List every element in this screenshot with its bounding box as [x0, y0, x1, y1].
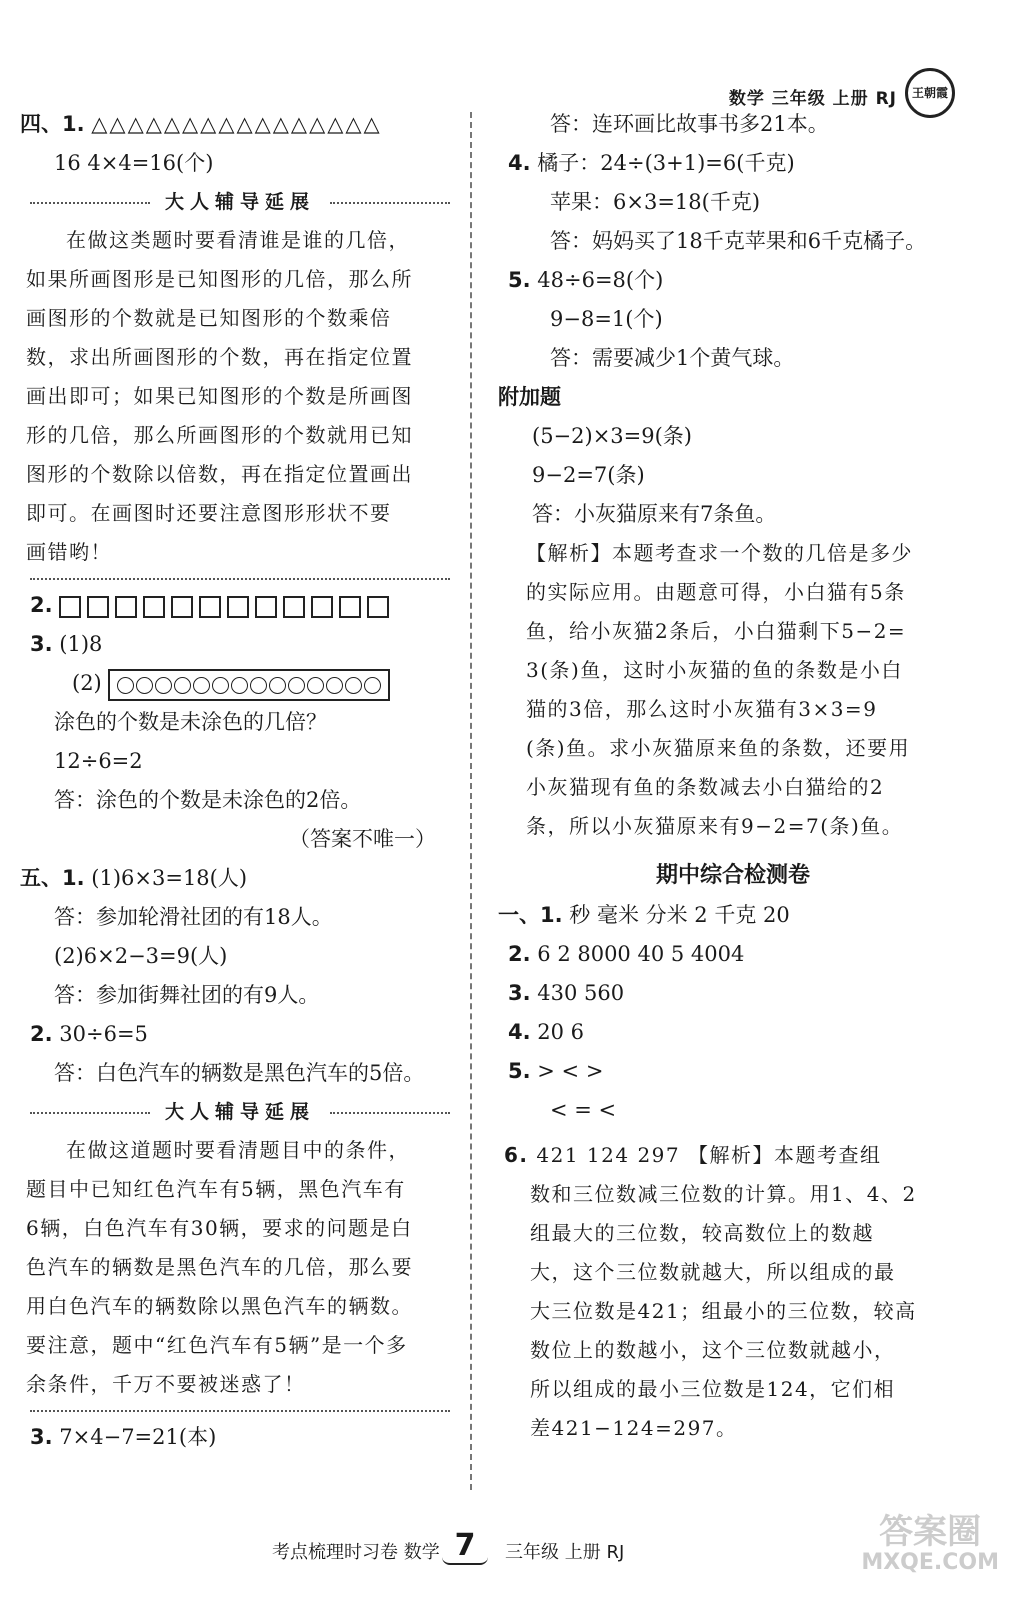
note-title-2: 大人辅导延展 — [20, 1093, 460, 1131]
r-q5-l3: 答：需要减少1个黄气球。 — [550, 346, 795, 370]
r-q5-l2: 9−8=1(个) — [550, 307, 663, 331]
square-shape — [367, 596, 389, 618]
brand-logo: 王朝霞 — [905, 68, 955, 118]
square-shape — [59, 596, 81, 618]
triangles: △△△△△△△△△△△△△△△△ — [91, 112, 382, 136]
square-shape — [171, 596, 193, 618]
mid-a5-2: < = < — [550, 1098, 617, 1122]
q3-remark: （答案不唯一） — [289, 827, 436, 851]
q5-2-line: 2. 30÷6=5 — [30, 1022, 148, 1046]
mid-a4: 4. 20 6 — [508, 1020, 585, 1044]
q4-line: 四、1. △△△△△△△△△△△△△△△△ — [20, 112, 382, 136]
column-divider — [470, 112, 472, 1490]
separator — [30, 578, 450, 580]
square-shape — [115, 596, 137, 618]
square-shape — [339, 596, 361, 618]
note-2: 在做这道题时要看清题目中的条件， 题目中已知红色汽车有5辆，黑色汽车有 6辆，白色汽车有30辆，要求的问题是白 色汽车的辆数是黑色汽车的几倍，那么要 用白色汽车的辆数除以黑色汽车的辆数。 要注意，题中“红色汽车有5辆”是一个多 余条件，千万不要被迷惑了！ — [26, 1138, 413, 1396]
extra-l3: 答：小灰猫原来有7条鱼。 — [532, 502, 777, 526]
circle-shape — [136, 677, 153, 694]
page-number: 7 — [442, 1528, 488, 1565]
mid-a2: 2. 6 2 8000 40 5 4004 — [508, 942, 745, 966]
q3-p2: (2) — [20, 664, 460, 703]
mid-a5: 5. > < > — [508, 1059, 604, 1083]
left-column — [20, 105, 460, 1457]
square-shape — [283, 596, 305, 618]
right-column — [498, 105, 968, 1448]
q4-calc: 16 4×4=16(个) — [54, 151, 214, 175]
separator — [30, 1410, 450, 1412]
squares-row — [59, 593, 395, 617]
extra-title: 附加题 — [498, 385, 561, 409]
extra-l2: 9−2=7(条) — [532, 463, 645, 487]
r-q4-l3: 答：妈妈买了18千克苹果和6千克橘子。 — [550, 229, 927, 253]
r-q4-l2: 苹果：6×3=18(千克) — [550, 190, 761, 214]
r-q5: 5. 48÷6=8(个) — [508, 268, 664, 292]
mid-a6: 6. 421 124 297 【解析】本题考查组 数和三位数减三位数的计算。用1、4、2 组最大的三位数，较高数位上的数越 大，这个三位数就越大，所以组成的最 大三位数是421；组最小的三位数，较高 数位上的数越小，这个三位数就越小， 所以组成的最小三位数是124，它们相 差421−124=297。 — [504, 1143, 917, 1440]
q3b-line: 3. 7×4−7=21(本) — [30, 1425, 217, 1449]
q5-answer1: 答：参加轮滑社团的有18人。 — [54, 905, 333, 929]
extra-l1: (5−2)×3=9(条) — [532, 424, 693, 448]
square-shape — [87, 596, 109, 618]
watermark: 答案圈 MXQE.COM — [861, 1512, 999, 1575]
q5-2-answer: 答：白色汽车的辆数是黑色汽车的5倍。 — [54, 1061, 425, 1085]
circle-shape — [288, 677, 305, 694]
square-shape — [199, 596, 221, 618]
note-1: 在做这类题时要看清谁是谁的几倍， 如果所画图形是已知图形的几倍，那么所 画图形的个数就是已知图形的个数乘倍 数，求出所画图形的个数，再在指定位置 画出即可；如果已知图形的个数是所画图 形的几倍，那么所画图形的个数就用已知 图形的个数除以倍数，再在指定位置画出 即可。在画图时还要注意图形形状不要 画错哟！ — [26, 228, 413, 564]
extra-analysis: 【解析】本题考查求一个数的几倍是多少 的实际应用。由题意可得，小白猫有5条 鱼，给小灰猫2条后，小白猫剩下5−2= 3(条)鱼，这时小灰猫的鱼的条数是小白 猫的3倍，那么这时小灰猫有3×3=9 (条)鱼。求小灰猫原来鱼的条数，还要用 小灰猫现有鱼的条数减去小白猫给的2 条，所以小灰猫原来有9−2=7(条)鱼。 — [526, 541, 913, 838]
circle-shape — [269, 677, 286, 694]
q5-answer2: 答：参加街舞社团的有9人。 — [54, 983, 320, 1007]
r-q4: 4. 橘子：24÷(3+1)=6(千克) — [508, 151, 795, 175]
midterm-title: 期中综合检测卷 — [655, 863, 810, 888]
r-answer: 答：连环画比故事书多21本。 — [550, 112, 829, 136]
q2-line: 2. — [20, 586, 460, 625]
square-shape — [255, 596, 277, 618]
footer-right: 三年级 上册 RJ — [505, 1542, 625, 1563]
q3-answer: 答：涂色的个数是未涂色的2倍。 — [54, 788, 362, 812]
circle-shape — [117, 677, 134, 694]
square-shape — [227, 596, 249, 618]
circle-shape — [326, 677, 343, 694]
circle-shape — [307, 677, 324, 694]
mid-a3: 3. 430 560 — [508, 981, 625, 1005]
circle-shape — [364, 677, 381, 694]
q5-line: 五、1. (1)6×3=18(人) — [20, 866, 248, 890]
circle-shape — [250, 677, 267, 694]
q3-line: 3. (1)8 — [30, 632, 103, 656]
q3-calc: 12÷6=2 — [54, 749, 143, 773]
circle-shape — [155, 677, 172, 694]
running-header: 数学 三年级 上册 RJ — [728, 89, 897, 109]
square-shape — [311, 596, 333, 618]
circles-box — [108, 669, 390, 701]
note-title-1: 大人辅导延展 — [20, 183, 460, 221]
circle-shape — [193, 677, 210, 694]
mid-a1: 一、1. 秒 毫米 分米 2 千克 20 — [498, 903, 790, 927]
footer-left: 考点梳理时习卷 数学 — [272, 1542, 440, 1563]
circle-shape — [345, 677, 362, 694]
square-shape — [143, 596, 165, 618]
circle-shape — [231, 677, 248, 694]
q3-question: 涂色的个数是未涂色的几倍？ — [54, 710, 327, 734]
circle-shape — [212, 677, 229, 694]
circle-shape — [174, 677, 191, 694]
q5-calc2: (2)6×2−3=9(人) — [54, 944, 228, 968]
